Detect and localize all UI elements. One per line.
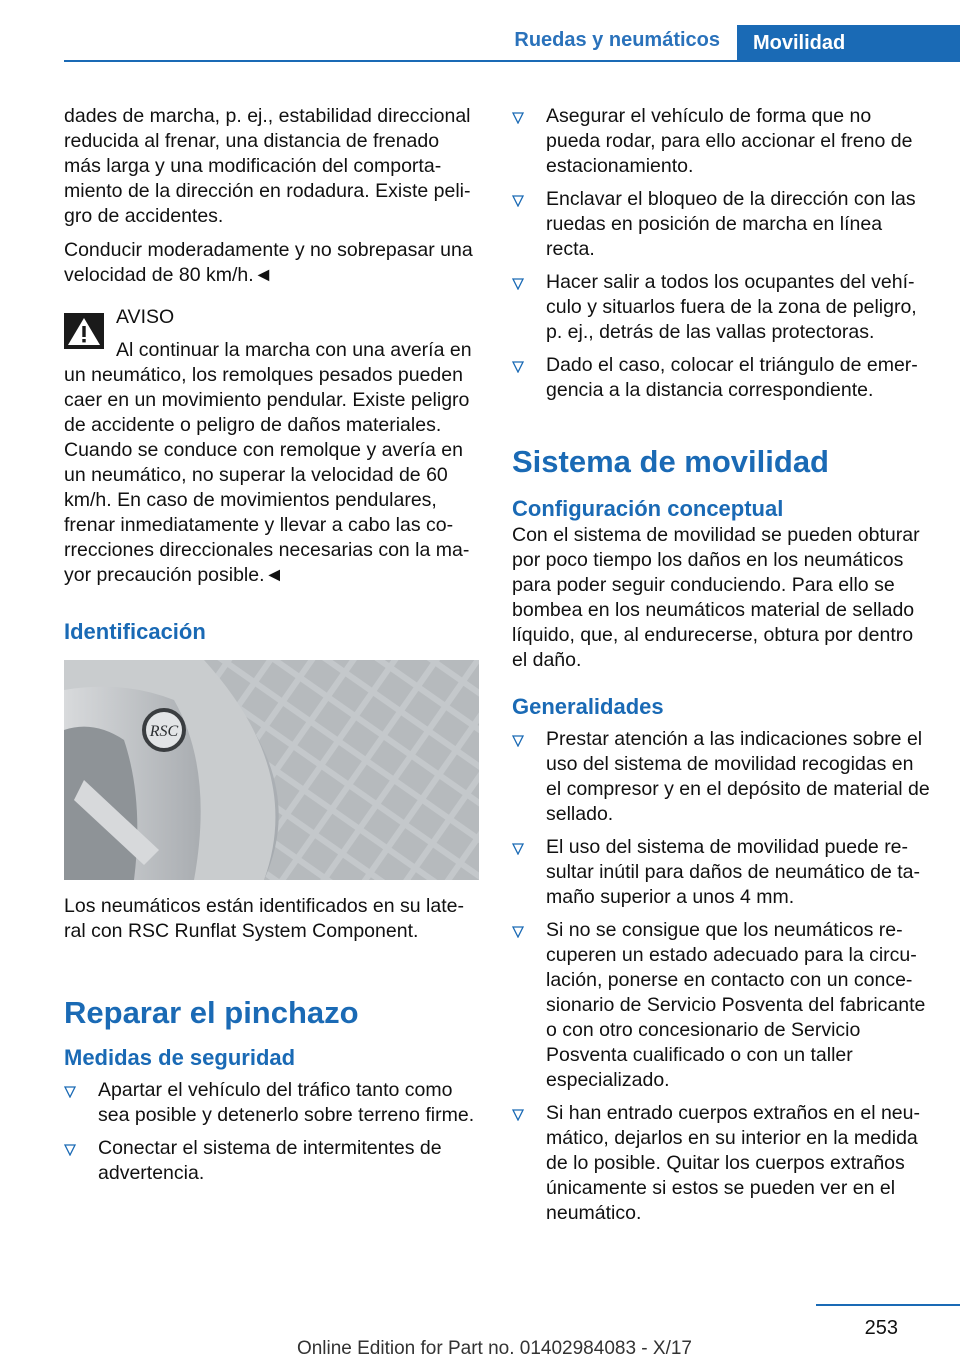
config-heading: Configuración conceptual [512, 496, 784, 521]
bullet-triangle-icon [512, 112, 524, 124]
running-header-section: Ruedas y neumáticos [514, 29, 720, 51]
warning-box [64, 305, 479, 588]
left-column [64, 104, 479, 1194]
bullet-triangle-icon [512, 1109, 524, 1121]
footer-edition: Online Edition for Part no. 01402984083 - X/17 [296, 1338, 692, 1359]
list-item [64, 1136, 479, 1186]
list-item [512, 835, 930, 910]
warning-text-first: Al continuar la marcha con una avería en [116, 339, 472, 361]
mobility-heading: Sistema de movilidad [512, 444, 829, 479]
list-item [512, 270, 930, 345]
general-heading: Generalidades [512, 694, 664, 719]
list-item [512, 1101, 930, 1226]
tire-sidewall-image [64, 660, 479, 880]
list-item-text: Si no se consigue que los neumáticos recuperen un estado adecuado para la circulación, ponerse en contacto con un concesionario de Servicio Posventa del fabricante o con otro concesionario de Servicio Posventa cualificado o con un taller especializado. [546, 919, 926, 1091]
list-item [512, 187, 930, 262]
warning-triangle-icon [64, 313, 104, 349]
paragraph: Conducir moderadamente y no sobrepasar una velocidad de 80 km/h.◄ [64, 239, 473, 286]
right-column [512, 104, 930, 1234]
list-item [512, 353, 930, 403]
list-item-text: Apartar el vehículo del tráfico tanto como sea posible y detenerlo sobre terreno firme. [98, 1079, 475, 1126]
identification-heading: Identificación [64, 619, 206, 644]
bullet-triangle-icon [512, 361, 524, 373]
bullet-triangle-icon [512, 843, 524, 855]
list-item-text: El uso del sistema de movilidad puede resultar inútil para daños de neumático de tamaño superior a unos 4 mm. [546, 836, 920, 908]
running-header-chapter: Movilidad [737, 25, 960, 62]
general-list [512, 727, 930, 1226]
list-item-text: Asegurar el vehículo de forma que no pueda rodar, para ello accionar el freno de estacionamiento. [546, 105, 913, 177]
list-item [512, 918, 930, 1093]
footer-rule [816, 1304, 960, 1306]
safety-list [64, 1078, 479, 1186]
page-number: 253 [864, 1317, 898, 1339]
bullet-triangle-icon [512, 195, 524, 207]
safety-list-continued [512, 104, 930, 403]
bullet-triangle-icon [64, 1086, 76, 1098]
bullet-triangle-icon [512, 735, 524, 747]
config-paragraph: Con el sistema de movilidad se pueden obturar por poco tiempo los daños en los neumáticos para poder seguir conduciendo. Para ello se bombea en los neumáticos material de sellado líquido, que, al endurecerse, obtura por dentro el daño. [512, 524, 920, 671]
bullet-triangle-icon [64, 1144, 76, 1156]
list-item-text: Hacer salir a todos los ocupantes del vehículo y situarlos fuera de la zona de peligro, p. ej., detrás de las vallas protectoras. [546, 271, 917, 343]
list-item [512, 727, 930, 827]
repair-heading: Reparar el pinchazo [64, 995, 359, 1030]
list-item [512, 104, 930, 179]
header-rule [64, 60, 960, 62]
warning-text: un neumático, los remolques pesados pueden caer en un movimiento pendular. Existe peligro de accidente o peligro de daños materiales. Cuando se conduce con remolque y avería en un neumático, no superar la velocidad de 60 km/h. En caso de movimientos pendulares, frenar inmediatamente y llevar a cabo las correcciones direccionales necesarias con la mayor precaución posible.◄ [64, 364, 470, 586]
list-item [64, 1078, 479, 1128]
list-item-text: Prestar atención a las indicaciones sobre el uso del sistema de movilidad recogidas en el compresor y en el depósito de material de sellado. [546, 728, 930, 825]
svg-text:RSC: RSC [149, 723, 179, 740]
image-caption: Los neumáticos están identificados en su lateral con RSC Runflat System Component. [64, 895, 464, 942]
bullet-triangle-icon [512, 926, 524, 938]
list-item-text: Enclavar el bloqueo de la dirección con las ruedas en posición de marcha en línea recta. [546, 188, 916, 260]
bullet-triangle-icon [512, 278, 524, 290]
list-item-text: Si han entrado cuerpos extraños en el neumático, dejarlos en su interior en la medida de lo posible. Quitar los cuerpos extraños únicamente si estos se pueden ver en el neumático. [546, 1102, 921, 1224]
safety-heading: Medidas de seguridad [64, 1045, 296, 1070]
list-item-text: Conectar el sistema de intermitentes de advertencia. [98, 1137, 442, 1184]
list-item-text: Dado el caso, colocar el triángulo de emergencia a la distancia correspondiente. [546, 354, 918, 401]
warning-title: AVISO [116, 306, 175, 328]
paragraph: dades de marcha, p. ej., estabilidad direccional reducida al frenar, una distancia de frenado más larga y una modificación del comportamiento de la dirección en rodadura. Existe peligro de accidentes. [64, 105, 471, 227]
